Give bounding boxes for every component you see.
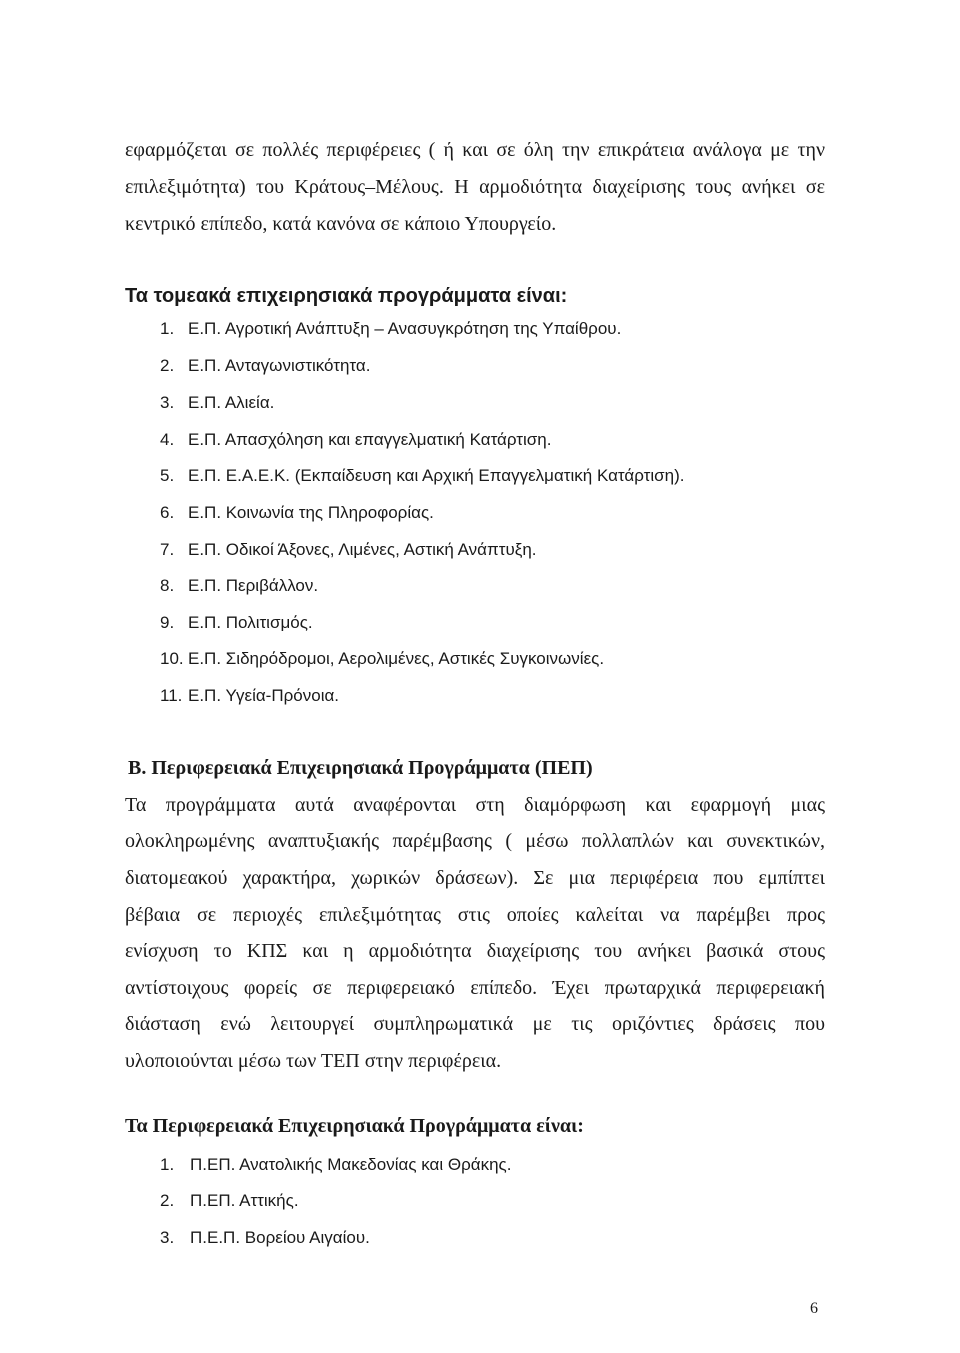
list-item-text: Ε.Π. Απασχόληση και επαγγελματική Κατάρτιση. xyxy=(188,430,552,449)
section-b-line: διατομεακού χαρακτήρα, χωρικών δράσεων). Σε μια περιφέρεια που εμπίπτει xyxy=(125,867,825,889)
intro-line: εφαρμόζεται σε πολλές περιφέρειες ( ή και σε όλη την επικράτεια ανάλογα με την xyxy=(125,139,825,161)
list-item xyxy=(160,649,604,669)
list-item-number: 4. xyxy=(160,430,175,449)
list-item xyxy=(160,503,434,523)
list-item-text: Ε.Π. Πολιτισμός. xyxy=(188,613,313,632)
list-item-number: 1. xyxy=(160,319,175,338)
list-item-text: Ε.Π. Ε.Α.Ε.Κ. (Εκπαίδευση και Αρχική Επαγγελματική Κατάρτιση). xyxy=(188,466,685,485)
list-item-text: Ε.Π. Οδικοί Άξονες, Λιμένες, Αστική Ανάπτυξη. xyxy=(188,540,537,559)
list-item-text: Π.ΕΠ. Ανατολικής Μακεδονίας και Θράκης. xyxy=(190,1155,512,1174)
list-item-number: 10. xyxy=(160,649,184,668)
list-item xyxy=(160,319,621,339)
section-b-line: υλοποιούνται μέσω των ΤΕΠ στην περιφέρεια. xyxy=(125,1050,502,1072)
section-b-line: βέβαια σε περιοχές επιλεξιμότητας στις οποίες καλείται να παρέμβει προς xyxy=(125,904,825,926)
list-item xyxy=(160,540,537,560)
list-item-number: 9. xyxy=(160,613,175,632)
page-number: 6 xyxy=(810,1300,818,1317)
section-b-line: ολοκληρωμένης αναπτυξιακής παρέμβασης ( μέσω πολλαπλών και συνεκτικών, xyxy=(125,830,825,852)
list-item xyxy=(160,1155,511,1175)
section-b-heading: Β. Περιφερειακά Επιχειρησιακά Προγράμματα (ΠΕΠ) xyxy=(128,757,593,779)
section-b-line: αντίστοιχους φορείς σε περιφερειακό επίπεδο. Έχει πρωταρχικά περιφερειακή xyxy=(125,977,825,999)
sector-programs-heading: Τα τομεακά επιχειρησιακά προγράμματα είναι: xyxy=(125,285,568,307)
list-item-text: Ε.Π. Υγεία-Πρόνοια. xyxy=(188,686,340,705)
list-item-text: Ε.Π. Αλιεία. xyxy=(188,393,275,412)
list-item-number: 2. xyxy=(160,1191,175,1210)
list-item-text: Π.ΕΠ. Αττικής. xyxy=(190,1191,299,1210)
list-item-number: 3. xyxy=(160,393,175,412)
intro-line: επιλεξιμότητα) του Κράτους–Μέλους. Η αρμοδιότητα διαχείρισης τους ανήκει σε xyxy=(125,176,825,198)
list-item xyxy=(160,1228,370,1248)
list-item-number: 5. xyxy=(160,466,175,485)
list-item-number: 7. xyxy=(160,540,175,559)
list-item-text: Ε.Π. Ανταγωνιστικότητα. xyxy=(188,356,371,375)
list-item xyxy=(160,613,313,633)
regional-programs-heading: Τα Περιφερειακά Επιχειρησιακά Προγράμματα είναι: xyxy=(125,1115,584,1137)
list-item xyxy=(160,686,339,706)
list-item xyxy=(160,356,370,376)
list-item-number: 11. xyxy=(160,686,183,705)
list-item-text: Ε.Π. Αγροτική Ανάπτυξη – Ανασυγκρότηση της Υπαίθρου. xyxy=(188,319,622,338)
list-item-number: 8. xyxy=(160,576,175,595)
list-item-text: Ε.Π. Περιβάλλον. xyxy=(188,576,319,595)
section-b-line: ενίσχυση το ΚΠΣ και η αρμοδιότητα διαχείρισης του ανήκει βασικά στους xyxy=(125,940,825,962)
list-item xyxy=(160,576,318,596)
list-item xyxy=(160,466,684,486)
list-item-text: Ε.Π. Σιδηρόδρομοι, Αερολιμένες, Αστικές Συγκοινωνίες. xyxy=(188,649,605,668)
list-item-text: Π.Ε.Π. Βορείου Αιγαίου. xyxy=(190,1228,370,1247)
list-item-number: 2. xyxy=(160,356,175,375)
intro-line: κεντρικό επίπεδο, κατά κανόνα σε κάποιο Υπουργείο. xyxy=(125,213,557,235)
list-item xyxy=(160,1191,299,1211)
list-item xyxy=(160,393,274,413)
list-item xyxy=(160,430,551,450)
list-item-number: 1. xyxy=(160,1155,175,1174)
section-b-line: Τα προγράμματα αυτά αναφέρονται στη διαμόρφωση και εφαρμογή μιας xyxy=(125,794,825,816)
list-item-number: 6. xyxy=(160,503,175,522)
section-b-line: διάσταση ενώ λειτουργεί συμπληρωματικά με τις οριζόντιες δράσεις που xyxy=(125,1013,825,1035)
list-item-text: Ε.Π. Κοινωνία της Πληροφορίας. xyxy=(188,503,434,522)
list-item-number: 3. xyxy=(160,1228,175,1247)
